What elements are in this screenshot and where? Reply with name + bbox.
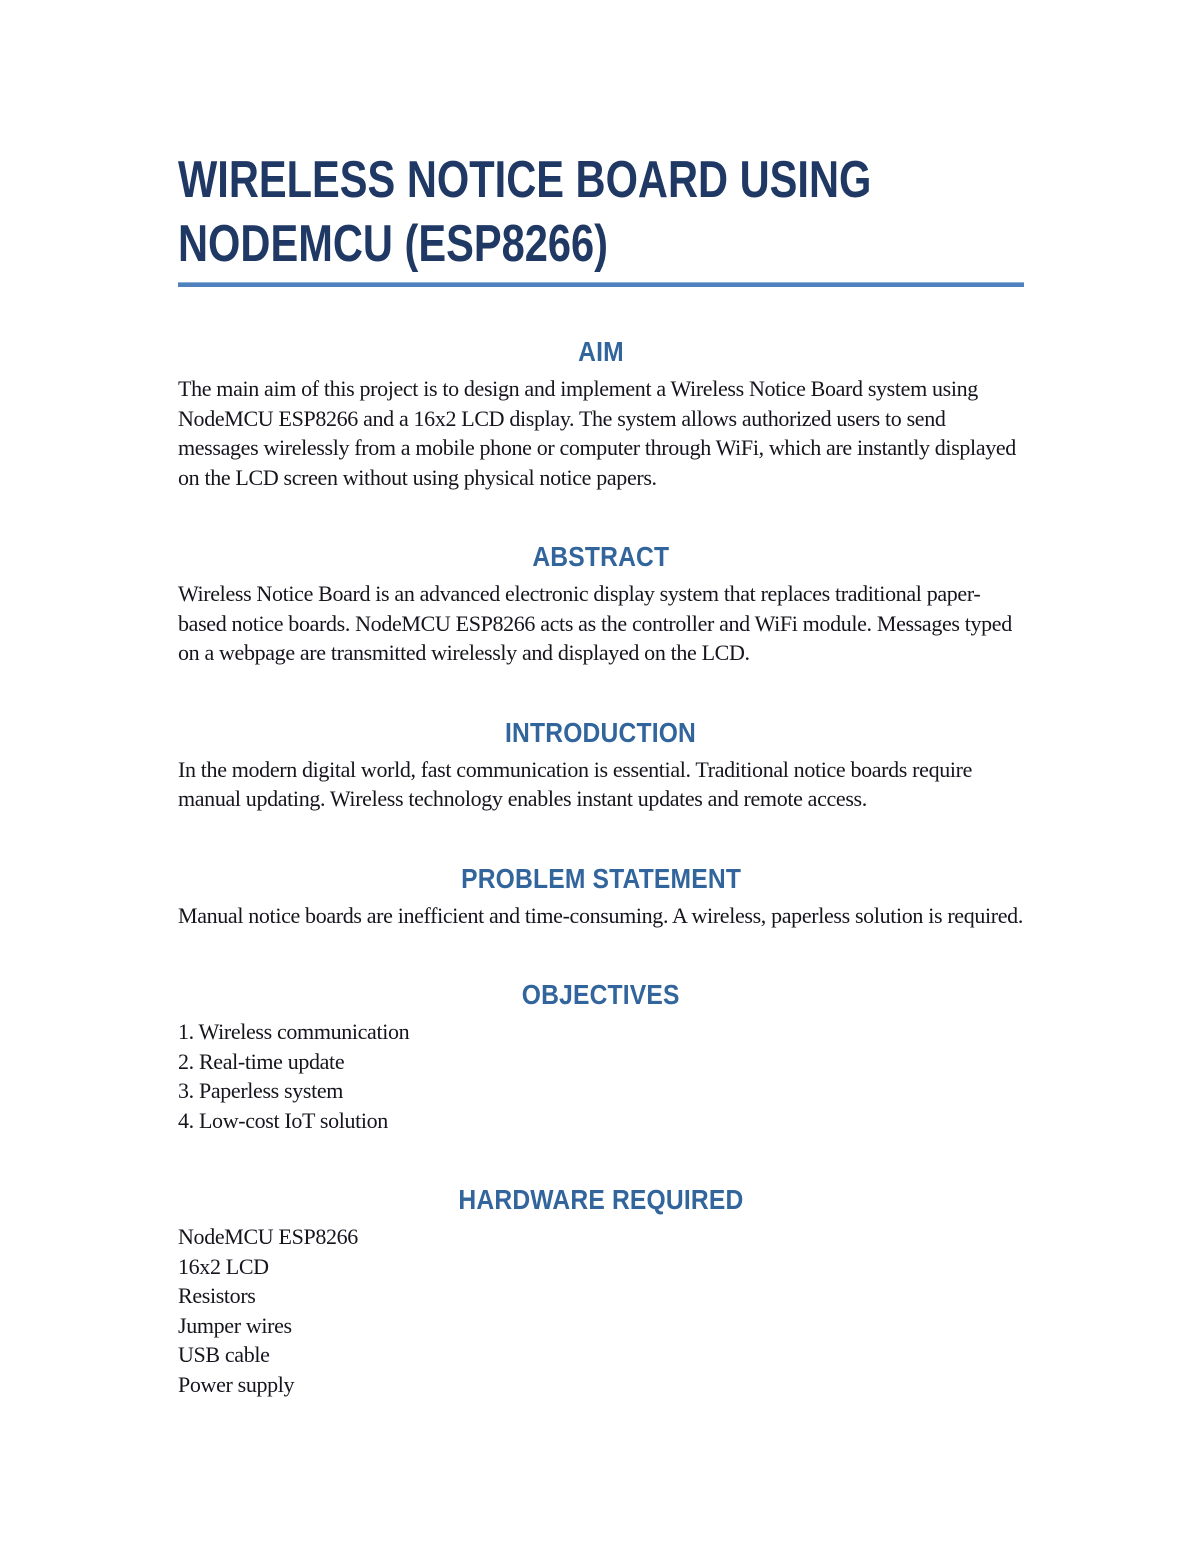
document-content [178, 148, 1024, 1399]
list-item: 16x2 LCD [178, 1253, 269, 1279]
list-item: 3. Paperless system [178, 1078, 344, 1103]
title-underline-rule [178, 282, 1024, 287]
section-paragraph-introduction: In the modern digital world, fast communication is essential. Traditional notice boards require manual updating. Wireless technology enables instant updates and remote access. [178, 756, 973, 811]
objectives-list [178, 1017, 1024, 1135]
section-heading-hardware-required [178, 1183, 1024, 1217]
section-heading-introduction [178, 716, 1024, 750]
list-item: Jumper wires [178, 1312, 292, 1338]
section-heading-text: OBJECTIVES [522, 979, 680, 1010]
section-heading-text: INTRODUCTION [505, 716, 697, 748]
list-item: 4. Low-cost IoT solution [178, 1107, 388, 1133]
list-item: 1. Wireless communication [178, 1019, 410, 1044]
page-title-line-2: NODEMCU (ESP8266) [178, 215, 608, 273]
page-title-line-1: WIRELESS NOTICE BOARD USING [178, 151, 872, 209]
section-aim [178, 335, 1024, 492]
section-heading-text: AIM [578, 336, 624, 367]
section-heading-aim [178, 335, 1024, 369]
section-problem-statement [178, 862, 1024, 931]
section-heading-abstract [178, 540, 1024, 574]
section-heading-text: PROBLEM STATEMENT [461, 862, 741, 894]
list-item: Power supply [178, 1371, 295, 1397]
section-introduction [178, 716, 1024, 814]
section-paragraph-aim: The main aim of this project is to design and implement a Wireless Notice Board system using NodeMCU ESP8266 and a 16x2 LCD display. The system allows authorized users to send messages wirelessly from a mobile phone or computer through WiFi, which are instantly displayed on the LCD screen without using physical notice papers. [178, 376, 1016, 490]
section-paragraph-problem-statement: Manual notice boards are inefficient and time-consuming. A wireless, paperless solution is required. [178, 902, 1023, 928]
list-item: NodeMCU ESP8266 [178, 1224, 358, 1249]
list-item: USB cable [178, 1342, 270, 1367]
section-heading-problem-statement [178, 862, 1024, 896]
list-item: 2. Real-time update [178, 1048, 345, 1074]
section-objectives [178, 978, 1024, 1135]
section-heading-objectives [178, 978, 1024, 1012]
section-paragraph-abstract: Wireless Notice Board is an advanced electronic display system that replaces traditional paper-based notice boards. NodeMCU ESP8266 acts as the controller and WiFi module. Messages typed on a webpage are transmitted wirelessly and displayed on the LCD. [178, 581, 1012, 665]
section-heading-text: HARDWARE REQUIRED [458, 1184, 744, 1215]
page-title [178, 148, 872, 276]
section-hardware-required [178, 1183, 1024, 1399]
hardware-list [178, 1222, 1024, 1399]
list-item: Resistors [178, 1283, 256, 1308]
section-abstract [178, 540, 1024, 668]
section-heading-text: ABSTRACT [532, 541, 670, 572]
